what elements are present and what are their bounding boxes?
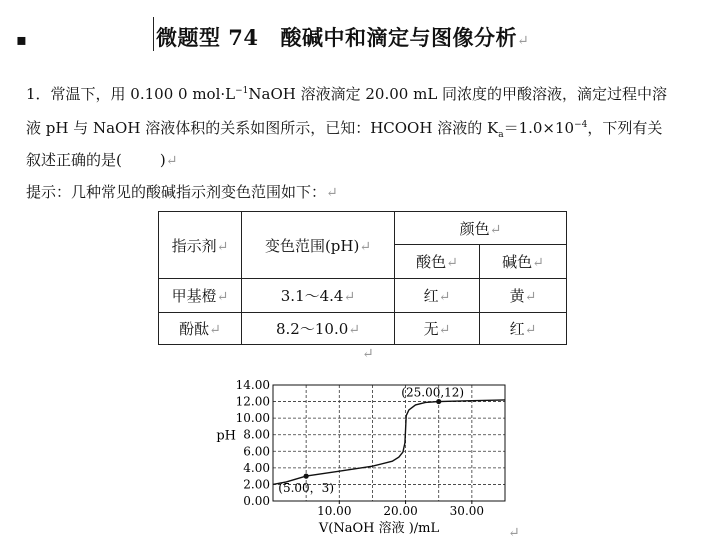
header-range: 变色范围(pH)↵ xyxy=(242,212,395,279)
q-l1a: 1．常温下，用 0.100 0 mol·L xyxy=(26,85,236,103)
data-point xyxy=(304,474,309,479)
indicator-table xyxy=(158,211,567,345)
q-l3a: 叙述正确的是( xyxy=(26,151,122,169)
x-tick-label: 10.00 xyxy=(317,504,352,518)
data-label: (25.00,12) xyxy=(401,385,465,400)
title-subtitle: 酸碱中和滴定与图像分析 xyxy=(280,25,518,50)
table-row xyxy=(159,313,567,345)
y-tick-label: 8.00 xyxy=(243,427,270,442)
header-acid-color: 酸色↵ xyxy=(395,245,480,279)
data-point xyxy=(436,399,441,404)
header-color: 颜色↵ xyxy=(395,212,567,245)
y-tick-label: 10.00 xyxy=(235,411,270,426)
hint-line xyxy=(26,181,338,202)
data-label: (5.00，3) xyxy=(278,481,335,496)
cell-base: 黄↵ xyxy=(480,279,567,313)
cell-name: 甲基橙↵ xyxy=(159,279,242,313)
return-mark: ↵ xyxy=(517,33,530,49)
hint-text: 提示：几种常见的酸碱指示剂变色范围如下： xyxy=(26,183,327,201)
header-indicator: 指示剂↵ xyxy=(159,212,242,279)
x-axis-label: V(NaOH 溶液 )/mL xyxy=(318,521,440,536)
q-l1-exponent: −1 xyxy=(235,86,249,96)
y-tick-label: 12.00 xyxy=(235,394,270,409)
titration-chart xyxy=(212,372,512,538)
title-number: 微题型 74 xyxy=(156,25,259,50)
q-l2-exponent: −4 xyxy=(574,120,588,130)
q-l2b: ＝1.0×10 xyxy=(503,119,575,137)
return-mark: ↵ xyxy=(362,346,374,362)
return-mark: ↵ xyxy=(165,153,178,169)
series-line xyxy=(273,400,505,485)
question-line-2 xyxy=(26,117,662,140)
header-base-color: 碱色↵ xyxy=(480,245,567,279)
cell-range: 3.1～4.4↵ xyxy=(242,279,395,313)
y-tick-label: 0.00 xyxy=(243,494,270,508)
return-mark: ↵ xyxy=(326,185,338,201)
y-tick-label: 6.00 xyxy=(243,444,270,459)
cell-acid: 红↵ xyxy=(395,279,480,313)
q-l2-subscript: a xyxy=(498,130,504,140)
x-tick-label: 20.00 xyxy=(383,504,418,518)
cell-acid: 无↵ xyxy=(395,313,480,345)
question-line-1 xyxy=(26,83,667,104)
cell-name: 酚酞↵ xyxy=(159,313,242,345)
y-tick-label: 2.00 xyxy=(243,477,270,492)
cell-base: 红↵ xyxy=(480,313,567,345)
table-row xyxy=(159,279,567,313)
q-l2a: 液 pH 与 NaOH 溶液体积的关系如图所示，已知：HCOOH 溶液的 K xyxy=(26,119,499,137)
y-axis-label: pH xyxy=(216,428,236,444)
page-title xyxy=(156,22,529,52)
question-line-3 xyxy=(26,149,177,170)
cell-range: 8.2～10.0↵ xyxy=(242,313,395,345)
q-l2c: ，下列有关 xyxy=(587,119,663,137)
text-cursor xyxy=(153,17,154,51)
y-tick-label: 4.00 xyxy=(243,460,270,475)
list-bullet: ▪ xyxy=(16,30,27,49)
q-l1b: NaOH 溶液滴定 20.00 mL 同浓度的甲酸溶液，滴定过程中溶 xyxy=(248,85,668,103)
return-mark: ↵ xyxy=(508,525,520,541)
y-tick-label: 14.00 xyxy=(235,378,270,392)
q-l3b: ) xyxy=(159,151,166,169)
x-tick-label: 30.00 xyxy=(449,504,485,518)
